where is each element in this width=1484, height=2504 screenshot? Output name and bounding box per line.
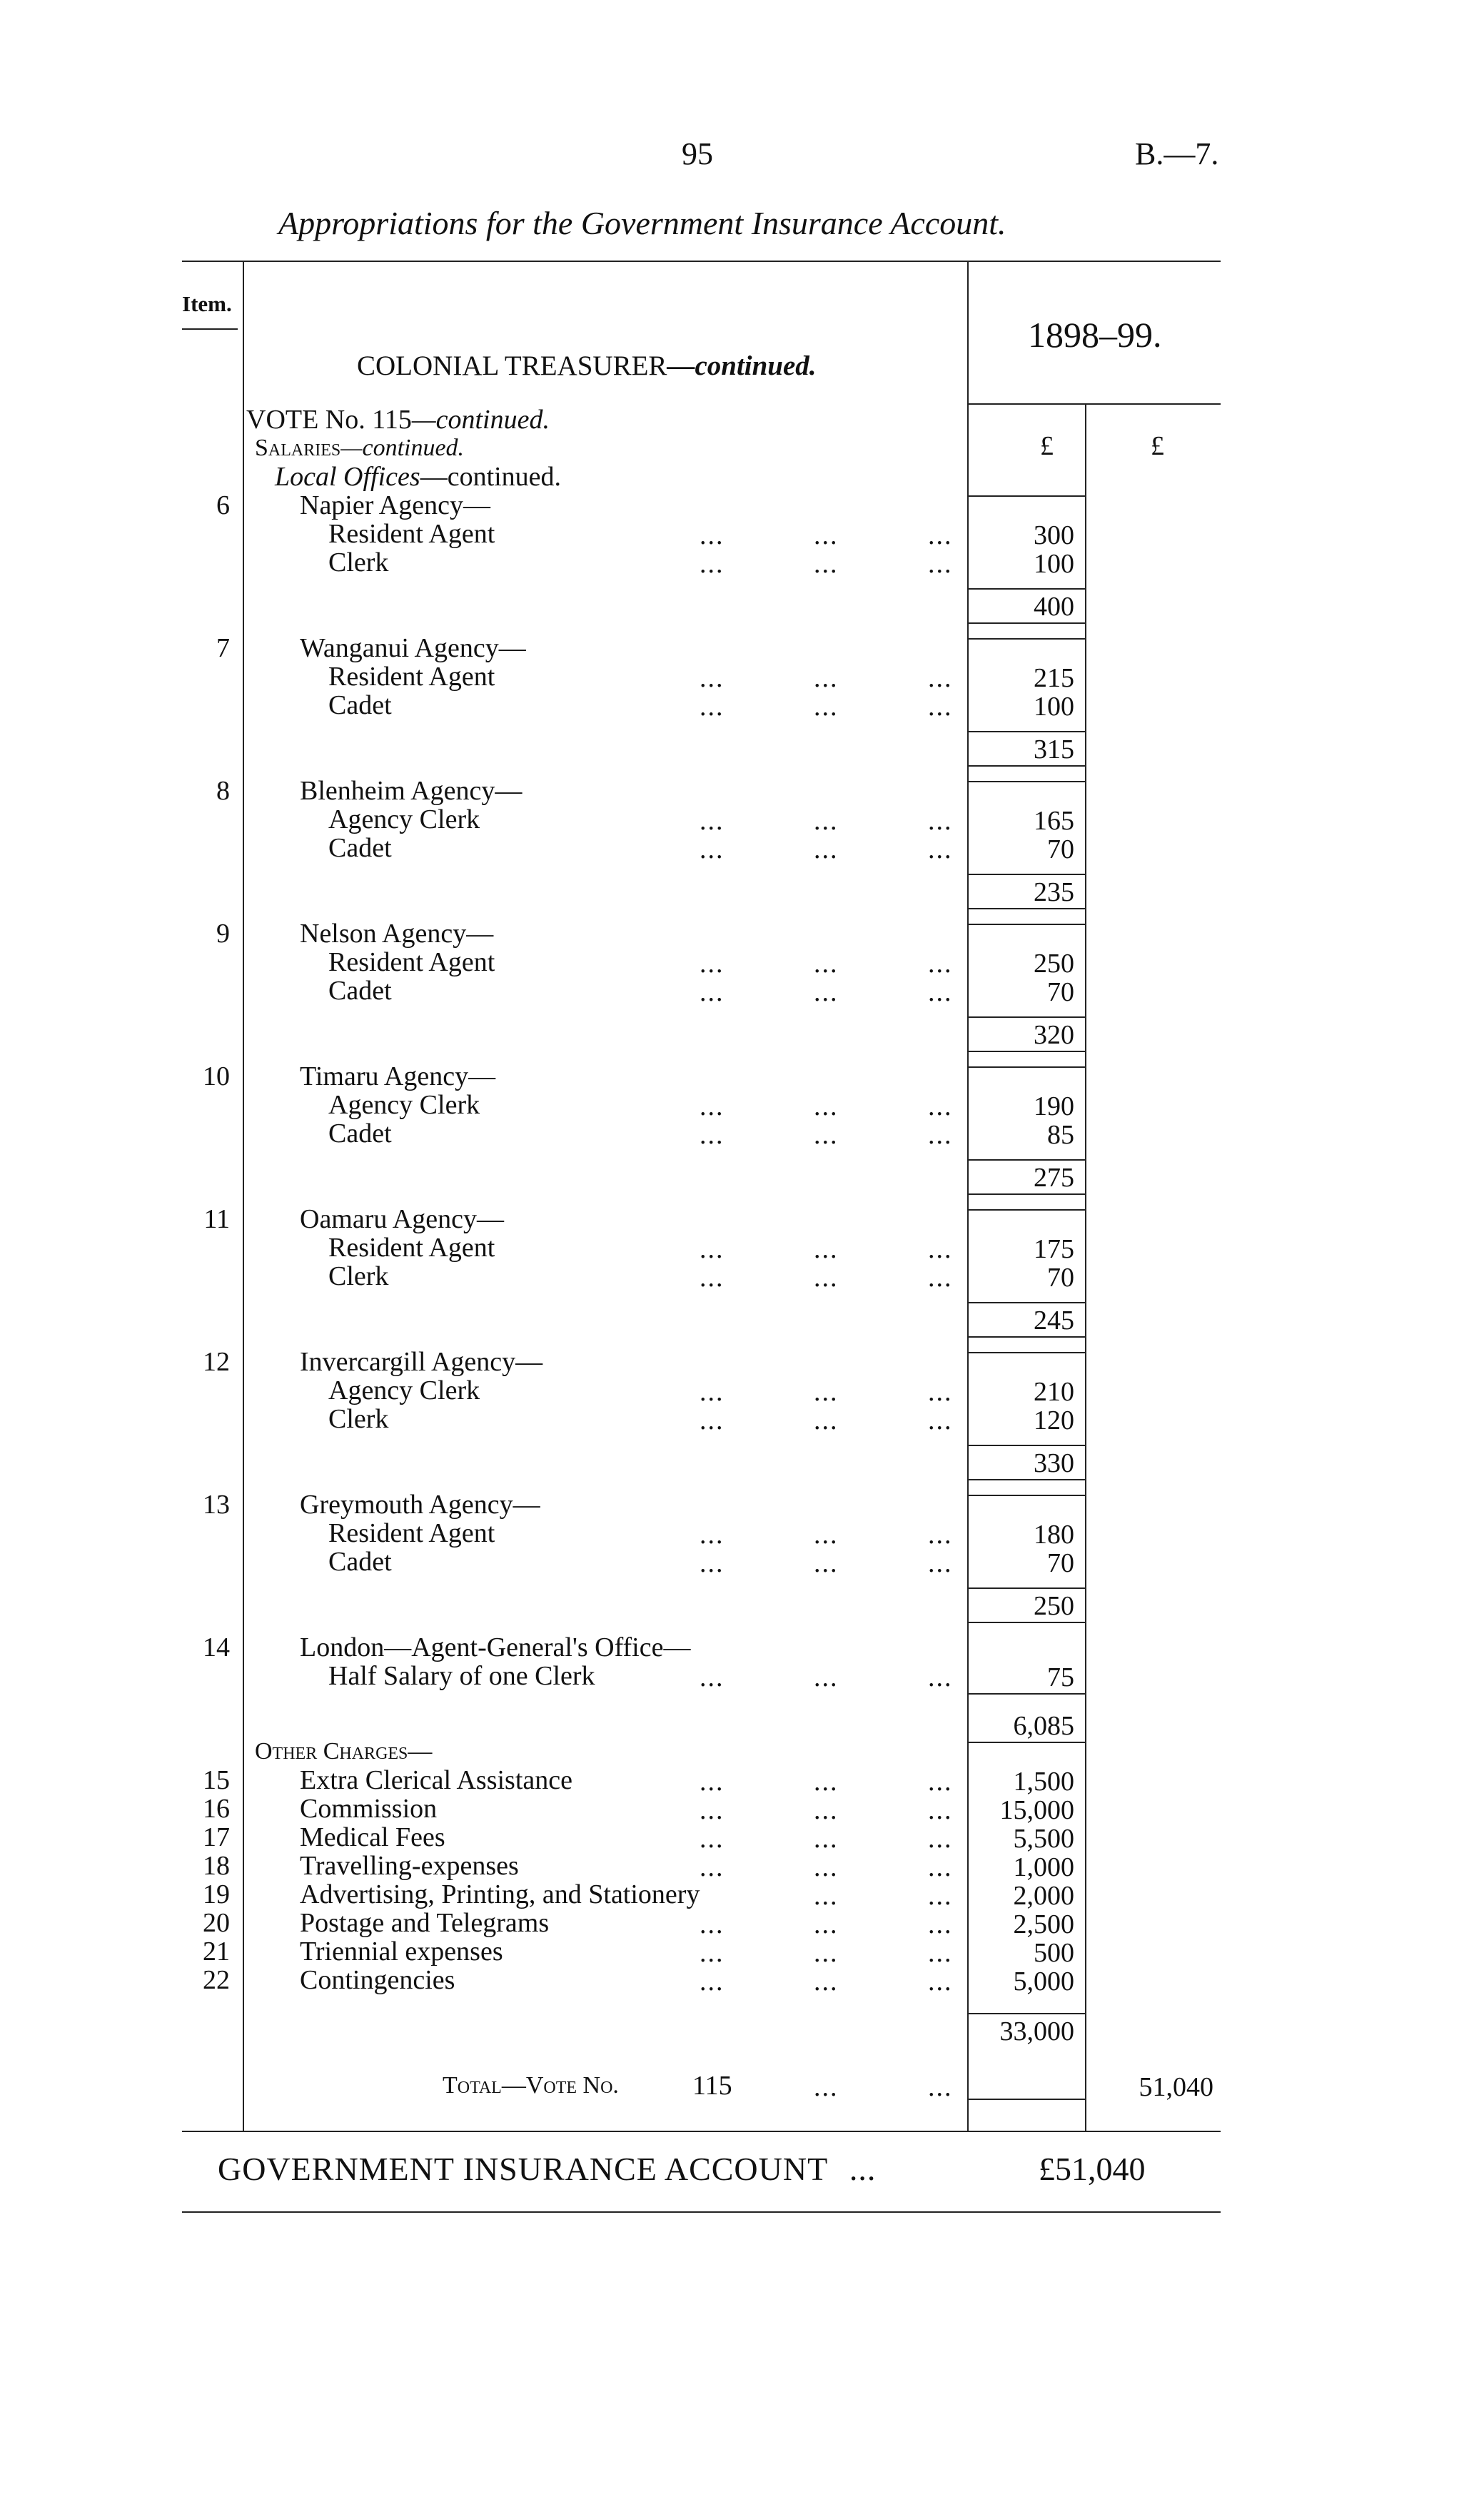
leader-dots: ... <box>928 692 953 722</box>
leader-dots: ... <box>814 692 839 722</box>
leader-dots: ... <box>814 1767 839 1797</box>
leader-dots: ... <box>928 1120 953 1150</box>
item-number: 11 <box>203 1204 230 1234</box>
item-column-header: Item. <box>182 291 232 316</box>
charge-label: Extra Clerical Assistance <box>300 1765 572 1795</box>
agency-heading: Greymouth Agency— <box>300 1490 540 1520</box>
leader-dots: ... <box>928 1405 953 1435</box>
line-item-amount: 190 <box>1034 1091 1074 1121</box>
subtotal-rule <box>969 1159 1085 1161</box>
item-number: 10 <box>203 1061 230 1091</box>
leader-dots: ... <box>700 1662 725 1692</box>
leader-dots: ... <box>814 520 839 550</box>
charge-label: Travelling-expenses <box>300 1851 519 1881</box>
item-number: 6 <box>216 490 230 520</box>
leader-dots: ... <box>928 1824 953 1854</box>
subtotal-rule <box>969 1193 1085 1195</box>
leader-dots: ... <box>928 1795 953 1825</box>
leader-dots: ... <box>814 1824 839 1854</box>
leader-dots: ... <box>928 1909 953 1939</box>
leader-dots: ... <box>814 949 839 979</box>
subtotal-rule <box>969 1352 1085 1353</box>
line-item-amount: 85 <box>1047 1120 1074 1150</box>
leader-dots: ... <box>928 1263 953 1293</box>
page-title: Appropriations for the Government Insurance Account. <box>278 205 1006 241</box>
charge-label: Medical Fees <box>300 1822 445 1852</box>
line-item-label: Agency Clerk <box>328 804 480 834</box>
leader-dots: ... <box>700 1909 725 1939</box>
leader-dots: ... <box>928 1938 953 1968</box>
line-item-label: Cadet <box>328 1547 392 1577</box>
charge-amount: 5,000 <box>1013 1967 1074 1996</box>
leader-dots: ... <box>928 949 953 979</box>
line-item-amount: 75 <box>1047 1662 1074 1692</box>
leader-dots: ... <box>814 1852 839 1882</box>
total-vote-amount: 51,040 <box>1139 2072 1213 2102</box>
leader-dots: ... <box>928 1520 953 1550</box>
line-item-amount: 70 <box>1047 1263 1074 1293</box>
subtotal-rule <box>969 1495 1085 1496</box>
line-item-label: Cadet <box>328 1119 392 1148</box>
agency-subtotal: 235 <box>1034 877 1074 907</box>
leader-dots: ... <box>928 977 953 1007</box>
leader-dots: ... <box>928 1234 953 1264</box>
item-number: 9 <box>216 919 230 949</box>
agency-subtotal: 250 <box>1034 1591 1074 1621</box>
leader-dots: ... <box>928 1662 953 1692</box>
line-item-amount: 215 <box>1034 663 1074 693</box>
subtotal-rule <box>969 1622 1085 1623</box>
agency-subtotal: 315 <box>1034 734 1074 764</box>
subtotal-rule <box>969 1016 1085 1018</box>
line-item-amount: 70 <box>1047 834 1074 864</box>
charge-amount: 1,000 <box>1013 1852 1074 1882</box>
leader-dots: ... <box>814 549 839 579</box>
local-offices-heading: Local Offices—continued. <box>275 462 562 492</box>
charge-amount: 500 <box>1034 1938 1074 1968</box>
charge-label: Triennial expenses <box>300 1937 503 1967</box>
agency-subtotal: 245 <box>1034 1306 1074 1336</box>
total-rule <box>969 2099 1085 2100</box>
agency-subtotal: 400 <box>1034 592 1074 622</box>
leader-dots: ... <box>700 977 725 1007</box>
subtotal-rule <box>969 2013 1085 2014</box>
charge-amount: 15,000 <box>999 1795 1074 1825</box>
item-number: 17 <box>203 1822 230 1852</box>
item-number: 21 <box>203 1937 230 1967</box>
item-number: 8 <box>216 776 230 806</box>
leader-dots: ... <box>700 1967 725 1996</box>
leader-dots: ... <box>814 1795 839 1825</box>
salaries-total: 6,085 <box>1013 1711 1074 1741</box>
line-item-label: Cadet <box>328 690 392 720</box>
leader-dots: ... <box>700 1852 725 1882</box>
agency-heading: Napier Agency— <box>300 490 490 520</box>
salaries-heading: Salaries—continued. <box>255 435 465 461</box>
line-item-label: Half Salary of one Clerk <box>328 1661 595 1691</box>
line-item-amount: 100 <box>1034 549 1074 579</box>
other-charges-heading: Other Charges— <box>255 1738 433 1765</box>
leader-dots: ... <box>700 1377 725 1407</box>
line-item-amount: 120 <box>1034 1405 1074 1435</box>
item-number: 12 <box>203 1347 230 1377</box>
leader-dots: ... <box>928 663 953 693</box>
subtotal-rule <box>969 588 1085 590</box>
line-item-label: Resident Agent <box>328 519 495 549</box>
leader-dots: ... <box>814 1881 839 1911</box>
item-number: 20 <box>203 1908 230 1938</box>
line-item-label: Clerk <box>328 1261 389 1291</box>
agency-heading: London—Agent-General's Office— <box>300 1632 691 1662</box>
leader-dots: ... <box>814 977 839 1007</box>
line-item-label: Agency Clerk <box>328 1090 480 1120</box>
charge-label: Contingencies <box>300 1965 455 1995</box>
charge-label: Advertising, Printing, and Stationery <box>300 1879 700 1909</box>
line-item-amount: 165 <box>1034 806 1074 836</box>
subtotal-rule <box>969 1587 1085 1589</box>
other-charges-total: 33,000 <box>999 2016 1074 2046</box>
line-item-label: Cadet <box>328 976 392 1006</box>
subtotal-rule <box>969 1693 1085 1695</box>
leader-dots: ... <box>814 1405 839 1435</box>
item-number: 15 <box>203 1765 230 1795</box>
subtotal-rule <box>969 731 1085 732</box>
leader-dots: ... <box>928 549 953 579</box>
item-number: 14 <box>203 1632 230 1662</box>
leader-dots: ... <box>700 806 725 836</box>
leader-dots: ... <box>928 1548 953 1578</box>
item-column-divider <box>243 262 244 2132</box>
leader-dots: ... <box>814 1263 839 1293</box>
agency-heading: Oamaru Agency— <box>300 1204 504 1234</box>
leader-dots: ... <box>700 949 725 979</box>
subtotal-rule <box>969 638 1085 640</box>
leader-dots: ... <box>814 1548 839 1578</box>
agency-subtotal: 275 <box>1034 1163 1074 1193</box>
charge-amount: 1,500 <box>1013 1767 1074 1797</box>
subtotal-rule <box>969 495 1085 497</box>
document-reference: B.—7. <box>1135 136 1219 171</box>
leader-dots: ... <box>700 834 725 864</box>
line-item-label: Resident Agent <box>328 947 495 977</box>
leader-dots: ... <box>814 1120 839 1150</box>
leader-dots: ... <box>814 663 839 693</box>
page-bottom-rule <box>182 2211 1221 2213</box>
leader-dots: ... <box>814 806 839 836</box>
leader-dots: ... <box>700 1120 725 1150</box>
leader-dots: ... <box>700 1795 725 1825</box>
leader-dots: ... <box>814 1520 839 1550</box>
leader-dots: ... <box>928 1377 953 1407</box>
leader-dots: ... <box>928 1767 953 1797</box>
line-item-amount: 70 <box>1047 977 1074 1007</box>
agency-heading: Invercargill Agency— <box>300 1347 543 1377</box>
total-vote-number: 115 <box>692 2071 732 2101</box>
agency-heading: Wanganui Agency— <box>300 633 526 663</box>
table-top-rule <box>182 261 1221 262</box>
agency-heading: Nelson Agency— <box>300 919 494 949</box>
item-number: 18 <box>203 1851 230 1881</box>
leader-dots: ... <box>814 1909 839 1939</box>
leader-dots: ... <box>700 1767 725 1797</box>
leader-dots: ... <box>700 663 725 693</box>
subtotal-rule <box>969 1051 1085 1052</box>
table-bottom-rule <box>182 2131 1221 2132</box>
subtotal-rule <box>969 1066 1085 1068</box>
year-header-rule <box>969 403 1221 405</box>
leader-dots: ... <box>814 1967 839 1996</box>
subtotal-rule <box>969 874 1085 875</box>
line-item-label: Resident Agent <box>328 662 495 692</box>
line-item-label: Agency Clerk <box>328 1375 480 1405</box>
line-item-label: Clerk <box>328 547 389 577</box>
subtotal-rule <box>969 1445 1085 1446</box>
leader-dots: ... <box>700 692 725 722</box>
line-item-label: Resident Agent <box>328 1233 495 1263</box>
subtotal-rule <box>969 622 1085 624</box>
leader-dots: ... <box>814 1938 839 1968</box>
line-item-amount: 175 <box>1034 1234 1074 1264</box>
leader-dots: ... <box>814 1662 839 1692</box>
leader-dots: ... <box>814 1377 839 1407</box>
line-item-label: Cadet <box>328 833 392 863</box>
amount-column-mid-divider <box>1085 405 1086 2132</box>
subtotal-rule <box>969 781 1085 782</box>
agency-heading: Blenheim Agency— <box>300 776 523 806</box>
charge-amount: 2,500 <box>1013 1909 1074 1939</box>
subtotal-rule <box>969 1336 1085 1338</box>
line-item-amount: 180 <box>1034 1520 1074 1550</box>
leader-dots: ... <box>700 1548 725 1578</box>
leader-dots: ... <box>928 806 953 836</box>
item-header-underline <box>182 328 238 330</box>
page-number: 95 <box>682 136 713 171</box>
subtotal-rule <box>969 1742 1085 1743</box>
item-number: 7 <box>216 633 230 663</box>
leader-dots: ... <box>700 1263 725 1293</box>
leader-dots: ... <box>928 520 953 550</box>
subtotal-rule <box>969 1209 1085 1211</box>
charge-amount: 2,000 <box>1013 1881 1074 1911</box>
currency-symbol-col1: £ <box>1040 431 1054 461</box>
year-header: 1898–99. <box>1028 315 1162 355</box>
subtotal-rule <box>969 908 1085 909</box>
item-number: 16 <box>203 1794 230 1824</box>
item-number: 19 <box>203 1879 230 1909</box>
line-item-amount: 100 <box>1034 692 1074 722</box>
item-number: 13 <box>203 1490 230 1520</box>
line-item-label: Clerk <box>328 1404 389 1434</box>
line-item-amount: 300 <box>1034 520 1074 550</box>
line-item-label: Resident Agent <box>328 1518 495 1548</box>
leader-dots: ... <box>700 1824 725 1854</box>
leader-dots: ... <box>700 1938 725 1968</box>
item-number: 22 <box>203 1965 230 1995</box>
leader-dots: ... <box>928 1852 953 1882</box>
leader-dots: ... <box>928 2072 953 2102</box>
grand-total-label: GOVERNMENT INSURANCE ACCOUNT ... <box>218 2151 877 2187</box>
leader-dots: ... <box>814 1091 839 1121</box>
subtotal-rule <box>969 765 1085 767</box>
agency-subtotal: 320 <box>1034 1020 1074 1050</box>
charge-label: Postage and Telegrams <box>300 1908 550 1938</box>
leader-dots: ... <box>814 1234 839 1264</box>
subtotal-rule <box>969 1302 1085 1303</box>
leader-dots: ... <box>700 1520 725 1550</box>
agency-heading: Timaru Agency— <box>300 1061 496 1091</box>
leader-dots: ... <box>700 1234 725 1264</box>
line-item-amount: 210 <box>1034 1377 1074 1407</box>
leader-dots: ... <box>928 1091 953 1121</box>
leader-dots: ... <box>700 520 725 550</box>
leader-dots: ... <box>700 1091 725 1121</box>
subtotal-rule <box>969 924 1085 925</box>
line-item-amount: 70 <box>1047 1548 1074 1578</box>
vote-heading: VOTE No. 115—continued. <box>246 405 550 435</box>
subtotal-rule <box>969 1479 1085 1480</box>
charge-label: Commission <box>300 1794 438 1824</box>
currency-symbol-col2: £ <box>1151 431 1164 461</box>
leader-dots: ... <box>700 1405 725 1435</box>
department-heading: COLONIAL TREASURER—continued. <box>357 350 817 381</box>
leader-dots: ... <box>928 834 953 864</box>
leader-dots: ... <box>928 1881 953 1911</box>
leader-dots: ... <box>700 549 725 579</box>
leader-dots: ... <box>814 2072 839 2102</box>
charge-amount: 5,500 <box>1013 1824 1074 1854</box>
grand-total-amount: £51,040 <box>1039 2151 1146 2187</box>
leader-dots: ... <box>928 1967 953 1996</box>
line-item-amount: 250 <box>1034 949 1074 979</box>
total-vote-label: Total—Vote No. <box>443 2072 619 2099</box>
agency-subtotal: 330 <box>1034 1448 1074 1478</box>
leader-dots: ... <box>814 834 839 864</box>
